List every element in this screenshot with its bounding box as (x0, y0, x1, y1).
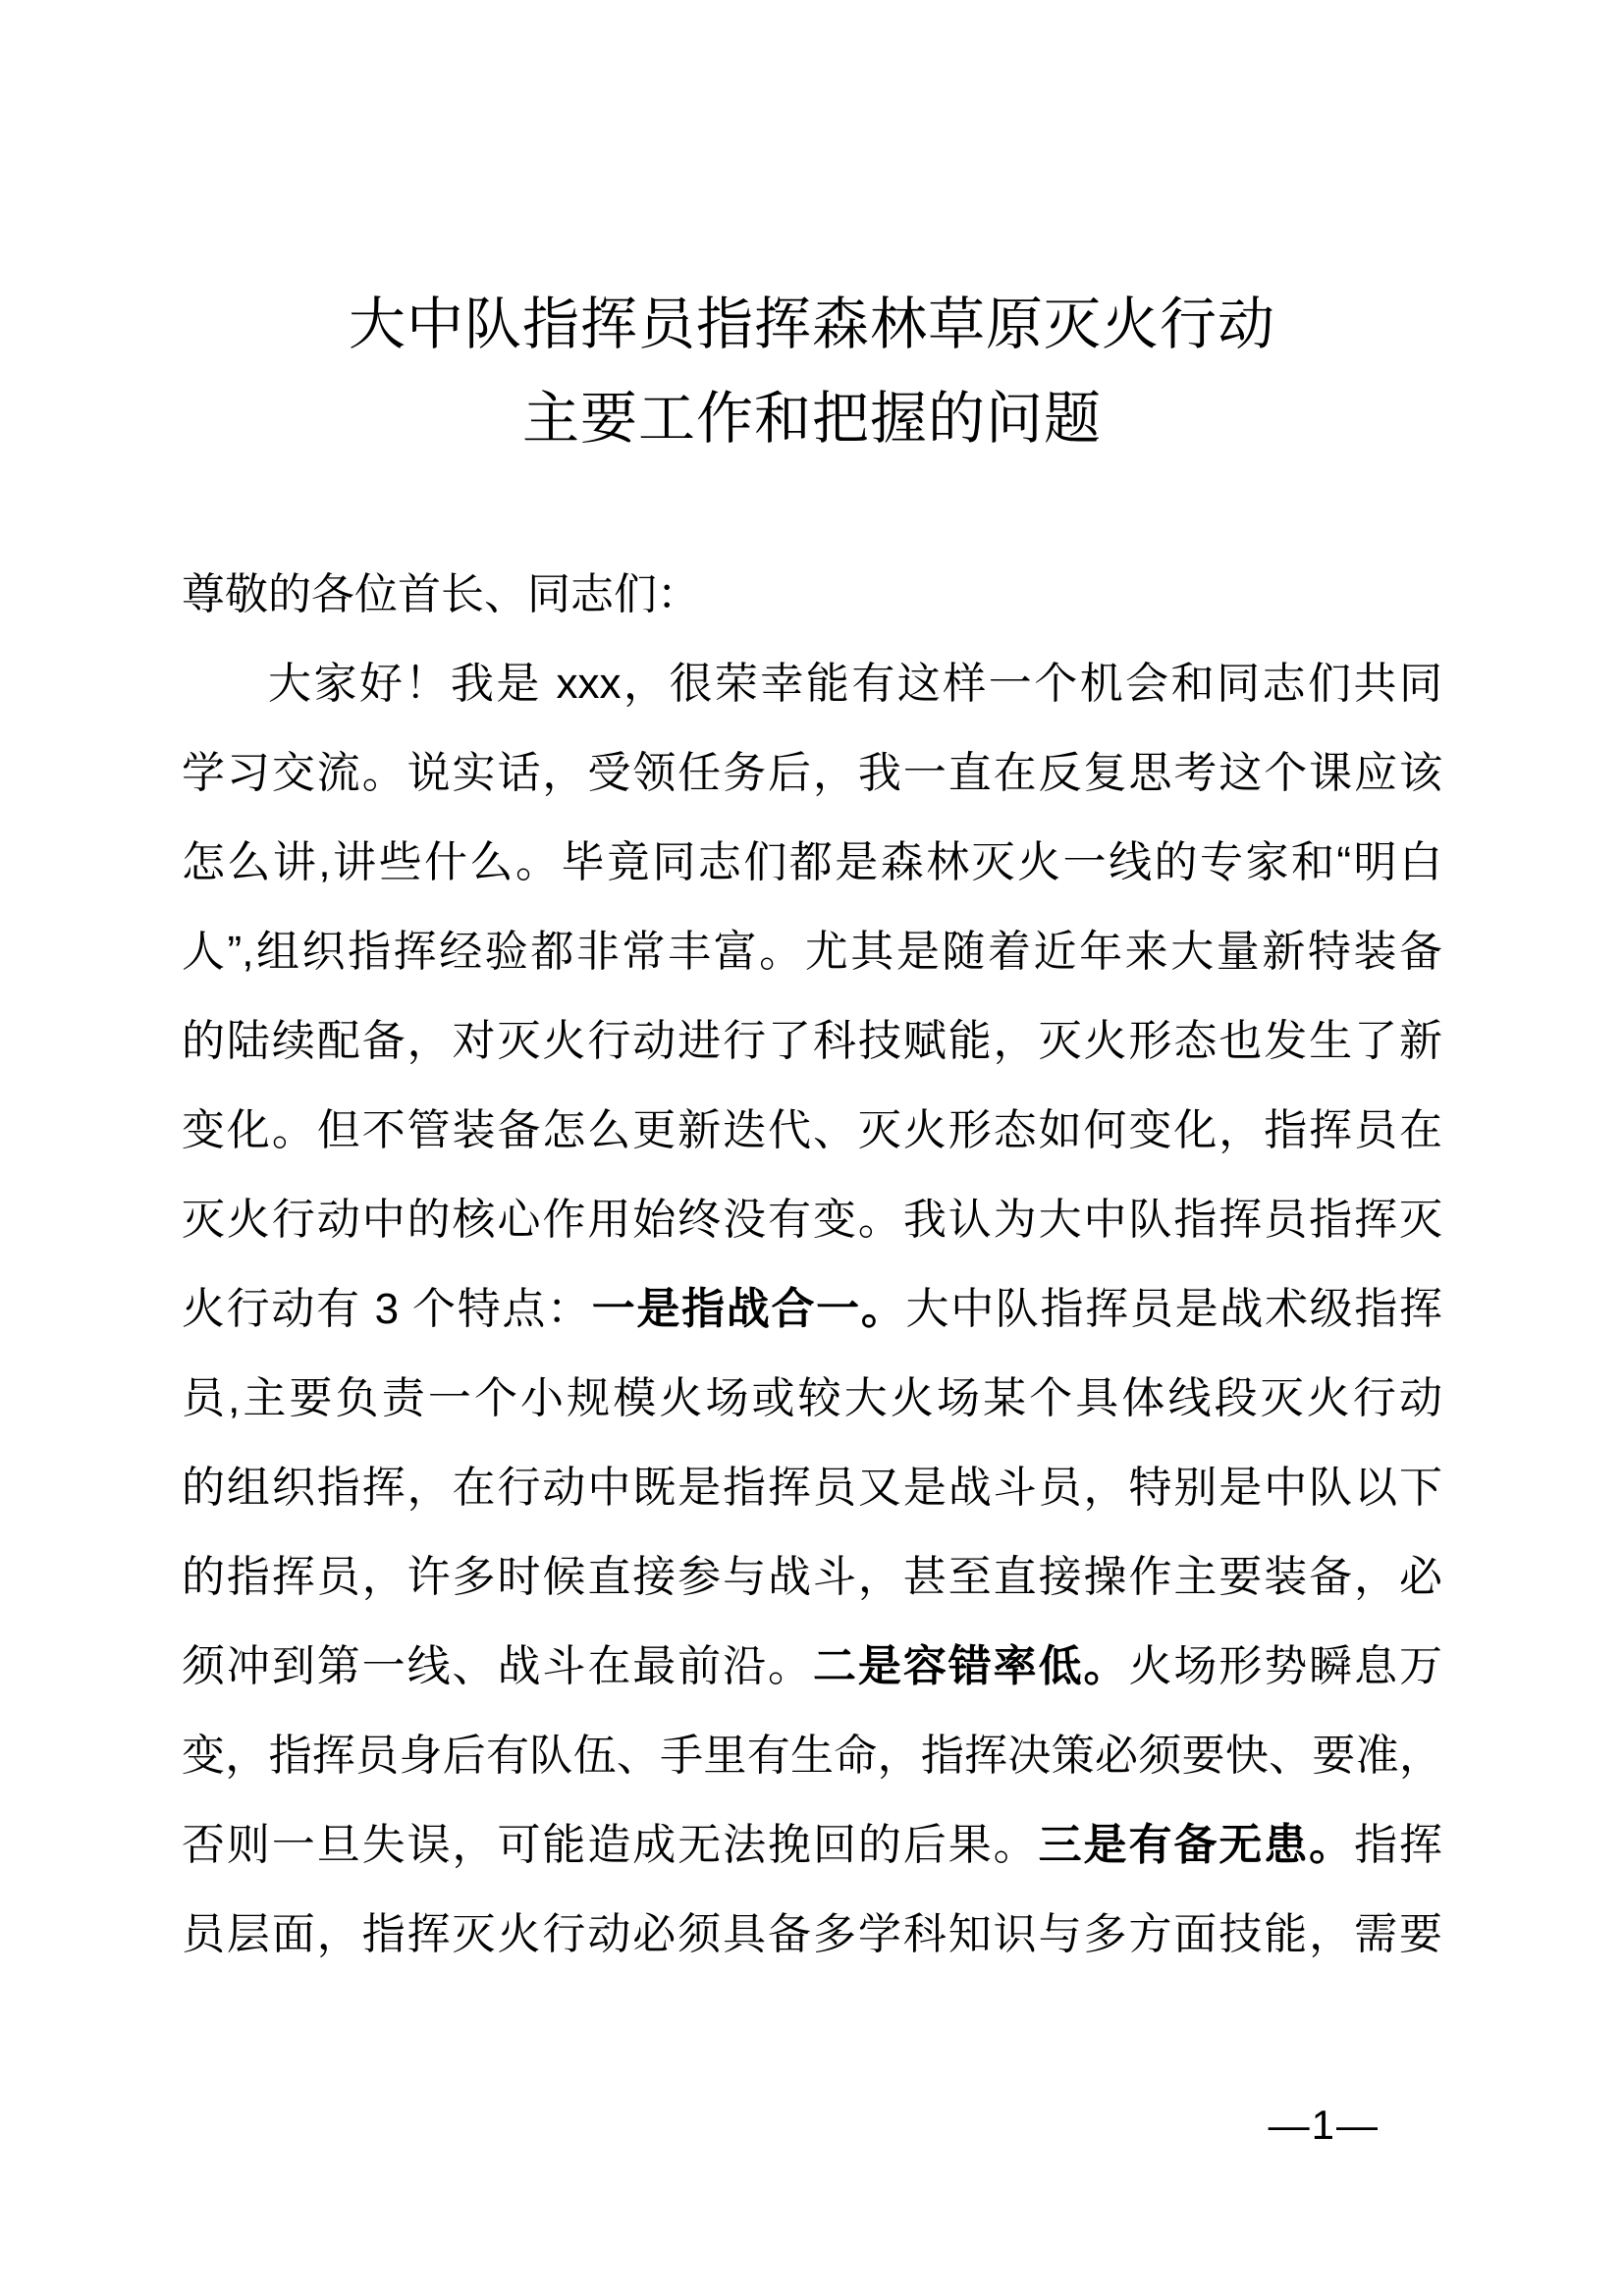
text-run: 火场形势瞬息万 (1128, 1642, 1442, 1690)
text-line (182, 996, 1442, 1086)
bold-text-run: 三是有备无患。 (1038, 1821, 1355, 1869)
document-body (182, 550, 1442, 1979)
text-run: 的组织指挥，在行动中既是指挥员又是战斗员，特别是中队以下 (182, 1464, 1442, 1512)
text-run: 否则一旦失误，可能造成无法挽回的后果。 (182, 1821, 1039, 1869)
text-run: 的指挥员，许多时候直接参与战斗，甚至直接操作主要装备，必 (182, 1553, 1442, 1601)
text-line (182, 1175, 1442, 1264)
text-line (182, 1086, 1442, 1175)
text-line (182, 550, 1442, 639)
text-line (182, 907, 1442, 996)
text-run: 须冲到第一线、战斗在最前沿。 (182, 1642, 813, 1690)
text-run: 员层面，指挥灭火行动必须具备多学科知识与多方面技能，需要 (182, 1910, 1442, 1958)
text-run: 学习交流。说实话，受领任务后，我一直在反复思考这个课应该 (182, 749, 1442, 797)
text-run: 变化。但不管装备怎么更新迭代、灭火形态如何变化，指挥员在 (182, 1106, 1442, 1154)
text-run: 尊敬的各位首长、同志们： (182, 570, 700, 618)
bold-text-run: 一是指战合一。 (591, 1285, 906, 1333)
text-line (182, 1711, 1442, 1800)
text-run: 灭火行动中的核心作用始终没有变。我认为大中队指挥员指挥灭 (182, 1196, 1442, 1244)
text-line (182, 1890, 1442, 1979)
page-number: —1— (1268, 2102, 1380, 2148)
text-line (182, 1354, 1442, 1443)
text-line (182, 1800, 1442, 1890)
document-title (0, 278, 1624, 466)
text-line (182, 728, 1442, 818)
text-line (182, 1532, 1442, 1622)
title-line-1: 大中队指挥员指挥森林草原灭火行动 (348, 293, 1275, 356)
text-run: 火行动有 3 个特点： (182, 1285, 592, 1333)
title-line-2: 主要工作和把握的问题 (521, 387, 1102, 451)
text-run: 变，指挥员身后有队伍、手里有生命，指挥决策必须要快、要准， (182, 1732, 1442, 1780)
text-line (182, 639, 1442, 728)
text-line (182, 1622, 1442, 1711)
text-run: 的陆续配备，对灭火行动进行了科技赋能，灭火形态也发生了新 (182, 1017, 1442, 1065)
text-run: 大中队指挥员是战术级指挥 (905, 1285, 1442, 1333)
text-line (182, 1264, 1442, 1354)
text-run: 员,主要负责一个小规模火场或较大火场某个具体线段灭火行动 (182, 1374, 1442, 1422)
bold-text-run: 二是容错率低。 (812, 1642, 1129, 1690)
text-run: 怎么讲,讲些什么。毕竟同志们都是森林灭火一线的专家和“明白 (182, 838, 1442, 886)
text-run: 大家好！我是 xxx，很荣幸能有这样一个机会和同志们共同 (268, 660, 1442, 708)
text-line (182, 1443, 1442, 1532)
text-run: 人”,组织指挥经验都非常丰富。尤其是随着近年来大量新特装备 (182, 928, 1442, 976)
text-run: 指挥 (1354, 1821, 1442, 1869)
text-line (182, 818, 1442, 907)
